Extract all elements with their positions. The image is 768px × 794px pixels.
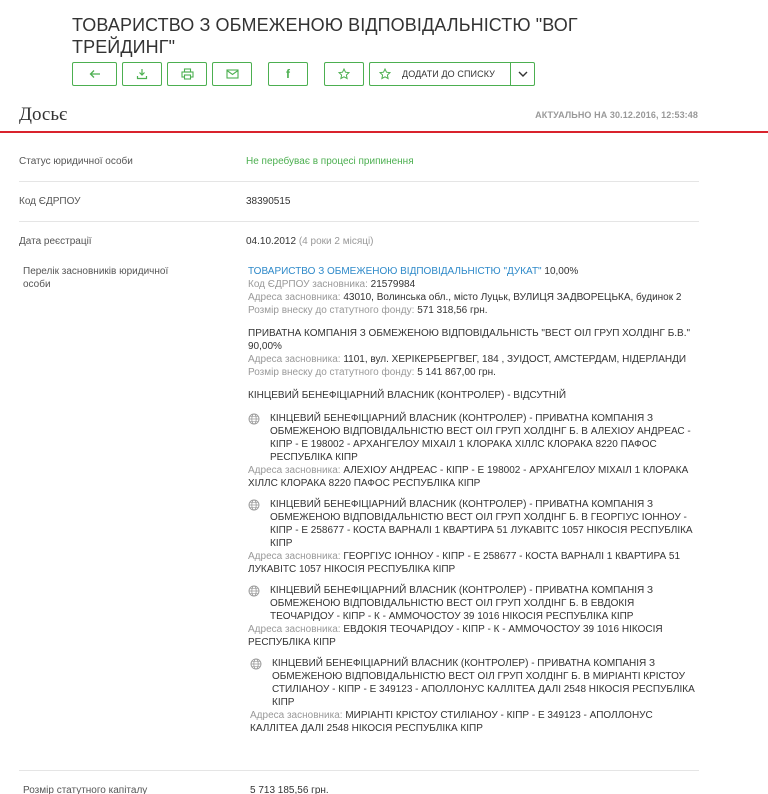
favorite-button[interactable] bbox=[324, 62, 364, 86]
beneficiary-address: ГЕОРГІУС ІОННОУ - КІПР - Е 258677 - КОСТА ВАРНАЛІ 1 КВАРТИРА 51 ЛУКАВІТС 1057 НІКОСІЯ РЕСПУБЛІКА КІПР bbox=[248, 551, 681, 575]
beneficiary-address: ЕВДОКІЯ ТЕОЧАРІДОУ - КІПР - К - АММОЧОСТОУ 39 1016 НІКОСІЯ РЕСПУБЛІКА КІПР bbox=[248, 624, 663, 648]
reg-date-label: Дата реєстрації bbox=[19, 236, 92, 247]
address-label: Адреса засновника: bbox=[248, 465, 341, 476]
facebook-share-button[interactable] bbox=[268, 62, 308, 86]
row-divider bbox=[19, 221, 699, 222]
beneficiary-address: АЛЕХІОУ АНДРЕАС - КІПР - Е 198002 - АРХАНГЕЛОУ МІХАІЛ 1 КЛОРАКА ХІЛЛС КЛОРАКА 8220 ПАФОС РЕСПУБЛІКА КІПР bbox=[248, 465, 689, 489]
contribution-label: Розмір внеску до статутного фонду: bbox=[248, 367, 415, 378]
section-divider bbox=[0, 131, 768, 133]
reg-date: 04.10.2012 bbox=[246, 236, 297, 247]
founder-name: ПРИВАТНА КОМПАНІЯ З ОБМЕЖЕНОЮ ВІДПОВІДАЛЬНІСТЬ "ВЕСТ ОІЛ ГРУП ХОЛДІНГ Б.В." bbox=[248, 328, 691, 339]
beneficiary-text: КІНЦЕВИЙ БЕНЕФІЦІАРНИЙ ВЛАСНИК (КОНТРОЛЕР) - ПРИВАТНА КОМПАНІЯ З ОБМЕЖЕНОЮ ВІДПОВІДАЛЬНІСТЮ ВЕСТ ОІЛ ГРУП ХОЛДІНГ Б. В ГЕОРГІУС ІОННОУ - КІПР - Е 258677 - КОСТА ВАРНАЛІ 1 КВАРТИРА 51 ЛУКАВІТС 1057 НІКОСІЯ РЕСПУБЛІКА КІПР bbox=[270, 499, 693, 549]
status-value: Не перебуває в процесі припинення bbox=[246, 156, 414, 167]
reg-date-value bbox=[246, 235, 374, 248]
back-icon bbox=[89, 69, 101, 79]
address-label: Адреса засновника: bbox=[248, 292, 341, 303]
email-button[interactable] bbox=[212, 62, 252, 86]
founder-share: 10,00% bbox=[544, 266, 579, 277]
star-icon bbox=[338, 68, 350, 80]
beneficiary-address: МИРІАНТІ КРІСТОУ СТИЛІАНОУ - КІПР - Е 349123 - АПОЛЛОНУС КАЛЛІТЕА ДАЛІ 2548 НІКОСІЯ РЕСПУБЛІКА КІПР bbox=[250, 710, 653, 734]
mail-icon bbox=[226, 69, 239, 79]
address-label: Адреса засновника: bbox=[250, 710, 343, 721]
reg-date-age: (4 роки 2 місяці) bbox=[298, 236, 374, 247]
download-button[interactable] bbox=[122, 62, 162, 86]
print-button[interactable] bbox=[167, 62, 207, 86]
actual-date: АКТУАЛЬНО НА 30.12.2016, 12:53:48 bbox=[535, 110, 698, 120]
dossier-title: Досьє bbox=[19, 104, 68, 125]
print-icon bbox=[181, 68, 194, 80]
founder-share: 90,00% bbox=[248, 341, 282, 352]
founder-link[interactable]: ТОВАРИСТВО З ОБМЕЖЕНОЮ ВІДПОВІДАЛЬНІСТЮ "ДУКАТ" bbox=[248, 266, 542, 277]
founder-item bbox=[248, 327, 698, 379]
founder-code: 21579984 bbox=[370, 279, 416, 290]
beneficiary-item bbox=[248, 584, 698, 649]
founder-contribution: 571 318,56 грн. bbox=[417, 305, 488, 316]
edrpou-value: 38390515 bbox=[246, 196, 291, 207]
back-button[interactable] bbox=[72, 62, 117, 86]
founder-item bbox=[248, 265, 698, 317]
beneficiary-item bbox=[248, 657, 698, 735]
row-divider bbox=[19, 181, 699, 182]
add-to-list-dropdown[interactable] bbox=[369, 62, 535, 86]
chevron-down-icon[interactable] bbox=[510, 63, 534, 85]
founder-address: 1101, вул. ХЕРІКЕРБЕРГВЕГ, 184 , ЗУІДОСТ, АМСТЕРДАМ, НІДЕРЛАНДИ bbox=[343, 354, 687, 365]
globe-icon bbox=[248, 585, 260, 597]
beneficiary-item bbox=[248, 412, 698, 490]
row-divider bbox=[19, 770, 699, 771]
founder-address: 43010, Волинська обл., місто Луцьк, ВУЛИЦЯ ЗАДВОРЕЦЬКА, будинок 2 bbox=[343, 292, 682, 303]
download-icon bbox=[136, 68, 148, 80]
status-label: Статус юридичної особи bbox=[19, 156, 133, 167]
beneficiary-text: КІНЦЕВИЙ БЕНЕФІЦІАРНИЙ ВЛАСНИК (КОНТРОЛЕР) - ПРИВАТНА КОМПАНІЯ З ОБМЕЖЕНОЮ ВІДПОВІДАЛЬНІСТЮ ВЕСТ ОІЛ ГРУП ХОЛДІНГ Б. В ЕВДОКІЯ ТЕОЧАРІДОУ - КІПР - К - АММОЧОСТОУ 39 1016 НІКОСІЯ РЕСПУБЛІКА КІПР bbox=[270, 585, 654, 622]
globe-icon bbox=[248, 499, 260, 511]
beneficiary-text: КІНЦЕВИЙ БЕНЕФІЦІАРНИЙ ВЛАСНИК (КОНТРОЛЕР) - ПРИВАТНА КОМПАНІЯ З ОБМЕЖЕНОЮ ВІДПОВІДАЛЬНІСТЮ ВЕСТ ОІЛ ГРУП ХОЛДІНГ Б. В АЛЕХІОУ АНДРЕАС - КІПР - Е 198002 - АРХАНГЕЛОУ МІХАІЛ 1 КЛОРАКА ХІЛЛС КЛОРАКА 8220 ПАФОС РЕСПУБЛІКА КІПР bbox=[270, 413, 691, 463]
edrpou-label: Код ЄДРПОУ bbox=[19, 196, 81, 207]
capital-label: Розмір статутного капіталу bbox=[23, 785, 148, 794]
founder-contribution: 5 141 867,00 грн. bbox=[417, 367, 496, 378]
beneficiary-item bbox=[248, 498, 698, 576]
facebook-icon: f bbox=[286, 67, 290, 81]
company-title: ТОВАРИСТВО З ОБМЕЖЕНОЮ ВІДПОВІДАЛЬНІСТЮ "ВОГ ТРЕЙДИНГ" bbox=[72, 15, 578, 57]
globe-icon bbox=[250, 658, 262, 670]
founders-list bbox=[248, 265, 698, 740]
beneficiary-text: КІНЦЕВИЙ БЕНЕФІЦІАРНИЙ ВЛАСНИК (КОНТРОЛЕР) - ПРИВАТНА КОМПАНІЯ З ОБМЕЖЕНОЮ ВІДПОВІДАЛЬНІСТЮ ВЕСТ ОІЛ ГРУП ХОЛДІНГ Б. В МИРІАНТІ КРІСТОУ СТИЛІАНОУ - КІПР - Е 349123 - АПОЛЛОНУС КАЛЛІТЕА ДАЛІ 2548 НІКОСІЯ РЕСПУБЛІКА КІПР bbox=[272, 658, 695, 708]
add-to-list-label: ДОДАТИ ДО СПИСКУ bbox=[402, 69, 495, 79]
globe-icon bbox=[248, 413, 260, 425]
code-label: Код ЄДРПОУ засновника: bbox=[248, 279, 368, 290]
address-label: Адреса засновника: bbox=[248, 354, 341, 365]
star-icon bbox=[370, 68, 400, 80]
contribution-label: Розмір внеску до статутного фонду: bbox=[248, 305, 415, 316]
capital-value: 5 713 185,56 грн. bbox=[250, 785, 329, 794]
founders-label: Перелік засновників юридичної особи bbox=[23, 266, 169, 290]
address-label: Адреса засновника: bbox=[248, 624, 341, 635]
address-label: Адреса засновника: bbox=[248, 551, 341, 562]
beneficiary-absent: КІНЦЕВИЙ БЕНЕФІЦІАРНИЙ ВЛАСНИК (КОНТРОЛЕР) - ВІДСУТНІЙ bbox=[248, 390, 567, 401]
